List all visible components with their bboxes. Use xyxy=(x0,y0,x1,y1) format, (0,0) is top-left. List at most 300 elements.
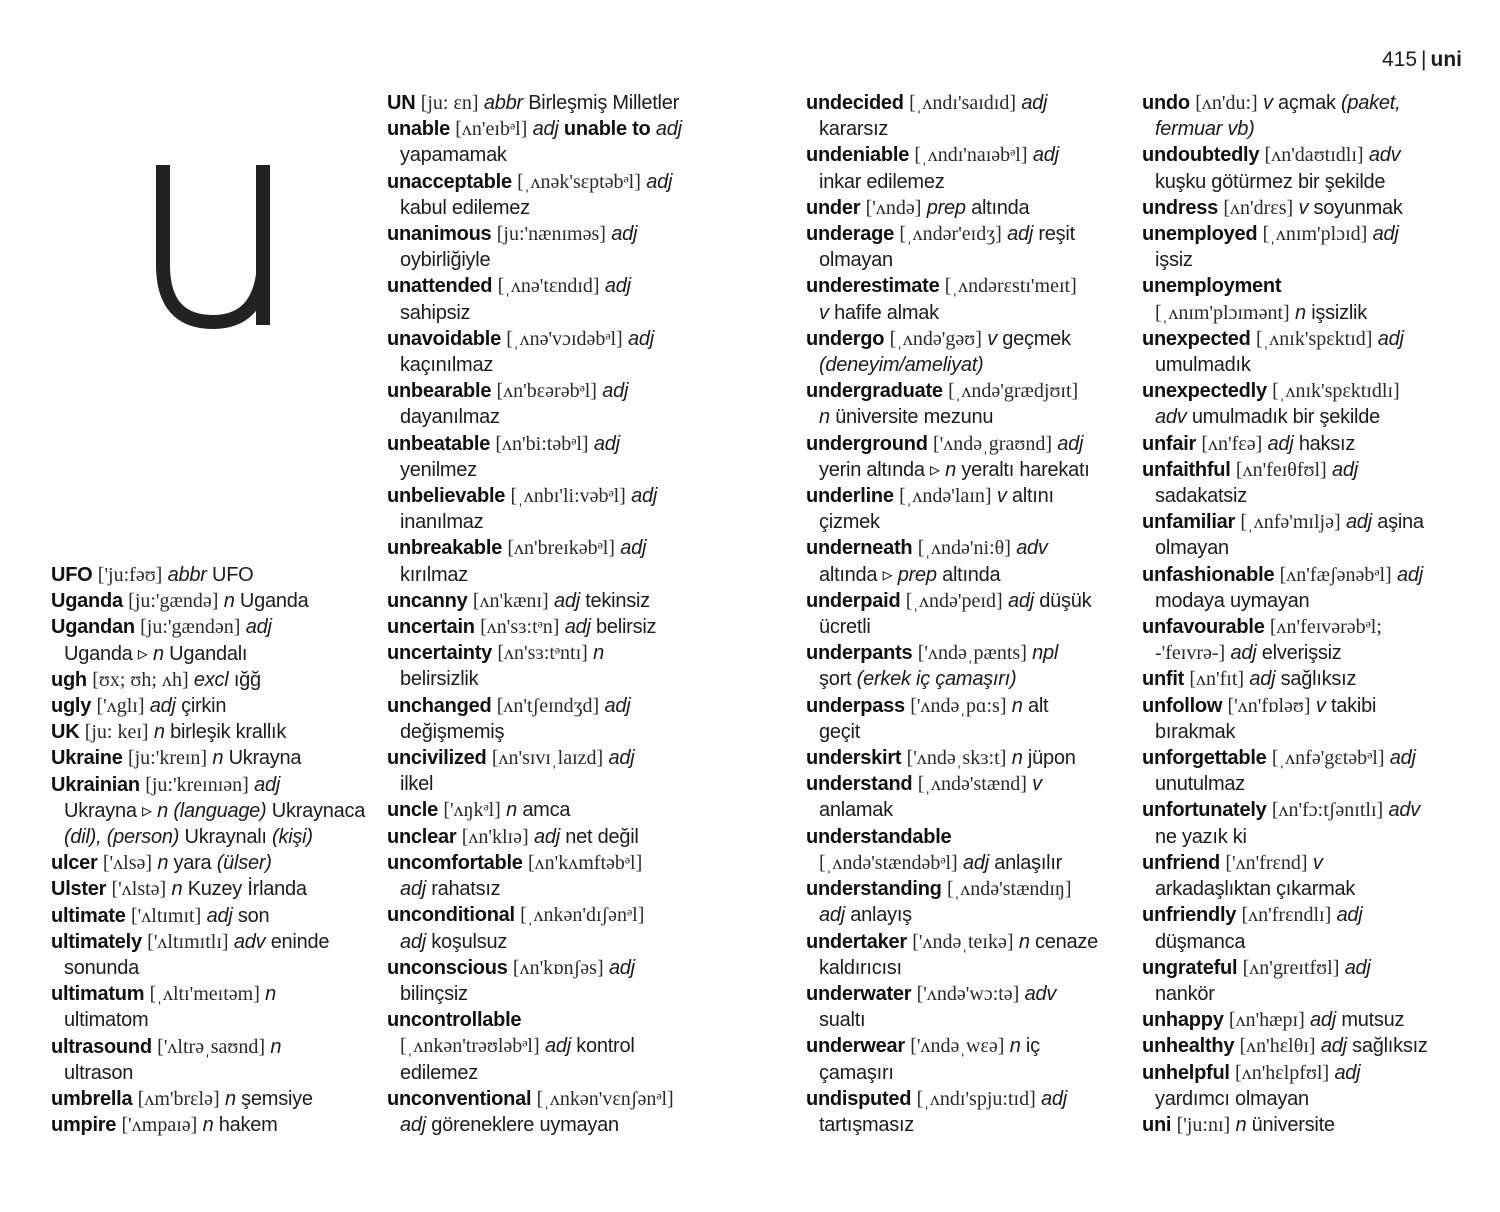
grammar-label: adj xyxy=(1007,589,1034,612)
translation: modaya uymayan xyxy=(1155,589,1310,612)
headword: UFO xyxy=(51,564,93,586)
translation: net değil xyxy=(565,825,639,848)
grammar-label: n xyxy=(593,642,605,665)
pronunciation: ['ʌndəˌpænts] xyxy=(917,642,1027,665)
translation: çizmek xyxy=(819,511,880,534)
headword: undertaker xyxy=(806,930,907,953)
grammar-label: n xyxy=(152,642,164,665)
dictionary-entry xyxy=(387,902,732,954)
dictionary-entry xyxy=(387,1086,732,1138)
dictionary-entry xyxy=(387,116,732,168)
translation: üniversite mezunu xyxy=(835,406,994,429)
grammar-label: (erkek iç çamaşırı) xyxy=(856,668,1017,691)
pronunciation: [ʌn'sɜ:tᵊn] xyxy=(480,616,560,639)
grammar-label: adj xyxy=(604,275,631,298)
dictionary-entry xyxy=(1142,745,1487,797)
dictionary-entry xyxy=(806,142,1151,194)
grammar-label: abbr xyxy=(483,92,523,114)
headword: UK xyxy=(51,721,80,744)
headword: under xyxy=(806,196,861,219)
translation: kararsız xyxy=(819,118,889,141)
dictionary-entry xyxy=(387,614,732,640)
dictionary-entry xyxy=(51,876,396,902)
dictionary-entry xyxy=(1142,562,1487,614)
headword: ultimate xyxy=(51,904,126,927)
subentry-arrow-icon: ▹ xyxy=(142,799,152,822)
translation: kuşku götürmez bir şekilde xyxy=(1155,170,1386,193)
translation: Ukrayna xyxy=(228,747,302,770)
headword: undoubtedly xyxy=(1142,144,1260,167)
grammar-label: adj xyxy=(400,878,426,901)
translation: elverişsiz xyxy=(1261,642,1342,665)
grammar-label: (ülser) xyxy=(216,852,272,875)
dictionary-entry xyxy=(1142,850,1487,902)
headword: ugh xyxy=(51,668,87,691)
pronunciation: [ˌʌnək'sɛptəbᵊl] xyxy=(517,170,641,193)
dictionary-entry xyxy=(51,719,396,745)
dictionary-entry xyxy=(387,221,732,273)
headword: unfamiliar xyxy=(1142,511,1236,534)
pronunciation: ['ʌltɪmɪt] xyxy=(131,904,202,927)
grammar-label: adj xyxy=(631,485,658,508)
headword: unclear xyxy=(387,825,457,848)
translation: ücretli xyxy=(819,616,871,639)
grammar-label: fermuar vb) xyxy=(1155,118,1255,141)
dictionary-entry xyxy=(1142,195,1487,221)
grammar-label: v xyxy=(996,485,1007,508)
pronunciation: [ʌn'greɪtfʊl] xyxy=(1242,956,1340,979)
dictionary-entry xyxy=(51,1112,396,1138)
translation: ığğ xyxy=(233,668,261,691)
dictionary-entry xyxy=(387,824,732,850)
headword: umbrella xyxy=(51,1088,133,1111)
headword: uncivilized xyxy=(387,747,487,770)
dictionary-entry xyxy=(1142,614,1487,666)
translation: açmak xyxy=(1278,92,1336,114)
translation: altında xyxy=(819,563,878,586)
headword: unhealthy xyxy=(1142,1035,1235,1058)
dictionary-entry xyxy=(806,326,1151,378)
dictionary-entry xyxy=(1142,142,1487,194)
grammar-label: adj xyxy=(1345,511,1372,534)
translation: altında xyxy=(942,563,1001,586)
dictionary-entry xyxy=(806,273,1151,325)
pronunciation: [ˌʌnbɪ'li:vəbᵊl] xyxy=(510,485,626,508)
pronunciation: ['ʌlstə] xyxy=(111,878,167,901)
pronunciation: [ˌʌnfə'gɛtəbᵊl] xyxy=(1271,747,1385,770)
translation: soyunmak xyxy=(1313,196,1403,219)
translation: yenilmez xyxy=(400,458,477,481)
grammar-label: n xyxy=(1235,1113,1247,1136)
pronunciation: [ʌn'fɛə] xyxy=(1201,432,1263,455)
translation: UFO xyxy=(212,564,254,586)
translation: ne yazık ki xyxy=(1155,825,1247,848)
grammar-label: n xyxy=(1009,1035,1021,1058)
translation: yara xyxy=(173,852,212,875)
headword: unable xyxy=(387,118,450,141)
grammar-label: adj xyxy=(1320,1035,1347,1058)
translation: Ukraynalı xyxy=(184,826,267,849)
headword: unacceptable xyxy=(387,170,512,193)
headword: ultrasound xyxy=(51,1035,152,1058)
grammar-label: adv xyxy=(1016,537,1048,560)
dictionary-entry xyxy=(387,955,732,1007)
translation: umulmadık xyxy=(1155,354,1251,377)
dictionary-entry xyxy=(387,1007,732,1086)
headword: underage xyxy=(806,223,895,246)
grammar-label: n xyxy=(224,1088,236,1111)
headword: undress xyxy=(1142,196,1219,219)
translation: bilinçsiz xyxy=(400,982,468,1005)
dictionary-entry xyxy=(806,1086,1151,1138)
grammar-label: adj xyxy=(149,695,176,718)
dictionary-entry xyxy=(1142,1033,1487,1059)
dictionary-entry xyxy=(1142,457,1487,509)
dictionary-entry xyxy=(806,378,1151,430)
translation: Uganda xyxy=(64,642,133,665)
pronunciation: [ʌn'sɪvɪˌlaɪzd] xyxy=(491,747,604,770)
pronunciation: ['ʌglɪ] xyxy=(96,695,145,718)
headword: understandable xyxy=(806,825,952,848)
pronunciation: [ˌʌndə'peɪd] xyxy=(905,589,1003,612)
grammar-label: adj xyxy=(1021,92,1048,114)
grammar-label: adj xyxy=(620,537,647,560)
translation: sağlıksız xyxy=(1280,668,1357,691)
dictionary-entry xyxy=(806,195,1151,221)
grammar-label: adj xyxy=(544,1035,571,1058)
dictionary-entry xyxy=(387,588,732,614)
dictionary-entry xyxy=(806,640,1151,692)
translation: tekinsiz xyxy=(585,589,650,612)
grammar-label: adv xyxy=(233,930,266,953)
headword: umpire xyxy=(51,1114,117,1137)
grammar-label: npl xyxy=(1032,642,1059,665)
headword: ungrateful xyxy=(1142,956,1238,979)
dictionary-entry xyxy=(51,850,396,876)
translation: geçmek xyxy=(1002,327,1071,350)
pronunciation: [ʌn'sɜ:tᵊntɪ] xyxy=(497,642,588,665)
translation: cenaze xyxy=(1035,930,1099,953)
grammar-label: adj xyxy=(608,747,635,770)
grammar-label: prep xyxy=(926,196,966,219)
dictionary-entry xyxy=(1142,326,1487,378)
translation: hafife almak xyxy=(834,301,939,324)
translation: Ukrayna xyxy=(64,799,137,822)
grammar-label: adj xyxy=(1230,642,1257,665)
pronunciation: [ʌn'daʊtɪdlɪ] xyxy=(1264,144,1364,167)
translation: göreneklere uymayan xyxy=(431,1113,619,1136)
grammar-label: v xyxy=(819,301,829,324)
dictionary-entry xyxy=(387,535,732,587)
pronunciation: [ʌn'hɛlpfʊl] xyxy=(1235,1061,1330,1084)
dictionary-column-2 xyxy=(387,90,732,1138)
translation: yapamamak xyxy=(400,144,507,167)
translation: umulmadık bir şekilde xyxy=(1191,406,1380,429)
headword: unfortunately xyxy=(1142,799,1267,822)
dictionary-entry xyxy=(51,772,396,851)
grammar-label: adj xyxy=(1249,668,1276,691)
headword: unhelpful xyxy=(1142,1061,1230,1084)
dictionary-entry xyxy=(51,981,396,1033)
pronunciation: [ʌn'frɛndlɪ] xyxy=(1241,904,1332,927)
pronunciation: [ʌn'tʃeɪndʒd] xyxy=(496,694,600,717)
dictionary-entry xyxy=(1142,509,1487,561)
grammar-label: n xyxy=(157,852,169,875)
dictionary-entry xyxy=(387,326,732,378)
headword: UN xyxy=(387,92,416,114)
grammar-label: adv xyxy=(1024,982,1057,1005)
grammar-label: n xyxy=(1018,930,1030,953)
translation: rahatsız xyxy=(431,878,501,901)
translation: arkadaşlıktan çıkarmak xyxy=(1155,878,1356,901)
dictionary-entry xyxy=(387,797,732,823)
headword: underpants xyxy=(806,642,913,665)
translation: ultrason xyxy=(64,1061,134,1084)
headword: unbreakable xyxy=(387,537,503,560)
grammar-label: prep xyxy=(897,563,937,586)
pronunciation: [ˌʌnkən'trəʊləbᵊl] xyxy=(400,1035,540,1058)
headword: understand xyxy=(806,773,913,796)
dictionary-entry xyxy=(806,483,1151,535)
headword: unfair xyxy=(1142,432,1197,455)
headword: unconscious xyxy=(387,956,508,979)
pronunciation: [ʌn'bɛərəbᵊl] xyxy=(496,380,597,403)
dictionary-entry xyxy=(806,535,1151,587)
dictionary-entry xyxy=(806,876,1151,928)
pronunciation: [ʌn'bi:təbᵊl] xyxy=(495,432,589,455)
grammar-label: n xyxy=(270,1035,282,1058)
pronunciation: ['ʌndə'wɔ:tə] xyxy=(916,982,1020,1005)
pronunciation: [ʌn'hɛlθɪ] xyxy=(1239,1035,1316,1058)
headword: uni xyxy=(1142,1113,1172,1136)
grammar-label: v xyxy=(1315,694,1326,717)
headword: unbearable xyxy=(387,380,492,403)
translation: Ugandalı xyxy=(169,642,248,665)
translation: birleşik krallık xyxy=(170,721,287,744)
headword: ulcer xyxy=(51,852,98,875)
pronunciation: ['ʌndəˌteɪkə] xyxy=(912,930,1014,953)
headword: unfriendly xyxy=(1142,904,1237,927)
dictionary-entry xyxy=(387,745,732,797)
grammar-label: adj xyxy=(593,432,620,455)
grammar-label: v xyxy=(1032,773,1042,796)
dictionary-entry xyxy=(806,824,1151,876)
pronunciation: [ˌʌndə'grædjʊɪt] xyxy=(948,380,1079,403)
pronunciation: ['ʌltrəˌsaʊnd] xyxy=(157,1035,266,1058)
grammar-label: adj xyxy=(1334,1061,1361,1084)
pronunciation: ['ʌn'frɛnd] xyxy=(1225,851,1308,874)
grammar-label: adj xyxy=(604,694,631,717)
pronunciation: [ʌn'kʌmftəbᵊl] xyxy=(527,851,643,874)
translation: kabul edilemez xyxy=(400,196,530,219)
dictionary-entry xyxy=(806,90,1151,142)
pronunciation: [ˌʌndə'gəʊ] xyxy=(889,327,982,350)
headword: unexpectedly xyxy=(1142,380,1267,403)
headword: unbeatable xyxy=(387,432,491,455)
pronunciation: [ju:'nænɪməs] xyxy=(496,223,606,246)
translation: tartışmasız xyxy=(819,1113,915,1136)
translation: düşmanca xyxy=(1155,930,1246,953)
pronunciation: [ˌʌndɪ'naɪəbᵊl] xyxy=(914,144,1028,167)
grammar-label: adj xyxy=(1057,432,1084,455)
translation: sahipsiz xyxy=(400,301,471,324)
pronunciation: [ʊx; ʊh; ʌh] xyxy=(92,668,189,691)
translation: reşit xyxy=(1038,223,1075,246)
headword: unemployment xyxy=(1142,275,1282,298)
headword: ultimately xyxy=(51,930,142,953)
grammar-label: adj xyxy=(1332,458,1358,481)
grammar-label: adj xyxy=(628,327,654,350)
translation: oybirliğiyle xyxy=(400,249,491,272)
translation: dayanılmaz xyxy=(400,406,500,429)
running-header xyxy=(1382,46,1462,74)
dictionary-entry xyxy=(806,693,1151,745)
grammar-label: adj xyxy=(1336,904,1363,927)
pronunciation: [ʌn'breɪkəbᵊl] xyxy=(507,537,615,560)
grammar-label: n xyxy=(1011,694,1023,717)
translation: Uganda xyxy=(239,590,309,613)
grammar-label: adj xyxy=(1041,1087,1067,1110)
grammar-label: v xyxy=(1262,92,1273,114)
grammar-label: adj xyxy=(400,930,426,953)
grammar-label: adj xyxy=(1389,747,1416,770)
grammar-label: adj xyxy=(533,825,560,848)
grammar-label: n xyxy=(212,747,224,770)
headword: unhappy xyxy=(1142,1009,1224,1032)
translation: sadakatsiz xyxy=(1155,485,1247,508)
translation: kaçınılmaz xyxy=(400,354,494,377)
pronunciation: [ˌʌnə'vɔɪdəbᵊl] xyxy=(506,327,623,350)
dictionary-entry xyxy=(1142,378,1487,430)
headword: unattended xyxy=(387,275,493,298)
pronunciation: ['ʌŋkᵊl] xyxy=(443,799,501,822)
translation: eninde xyxy=(270,930,330,953)
pronunciation: ['ʌndəˌskɜ:t] xyxy=(906,747,1007,770)
dictionary-entry xyxy=(1142,1060,1487,1112)
grammar-label: abbr xyxy=(167,564,207,586)
headword: undergraduate xyxy=(806,380,943,403)
guide-word: uni xyxy=(1430,48,1462,71)
translation: altını xyxy=(1011,485,1054,508)
dictionary-entry xyxy=(1142,431,1487,457)
translation: alt xyxy=(1027,694,1049,717)
translation: sağlıksız xyxy=(1352,1035,1428,1058)
grammar-label: v xyxy=(1312,851,1323,874)
dictionary-entry xyxy=(1142,666,1487,692)
translation: düşük xyxy=(1039,589,1092,612)
dictionary-entry xyxy=(1142,902,1487,954)
pronunciation: [ˌʌnɪk'spɛktɪdlɪ] xyxy=(1272,380,1400,403)
grammar-label: n xyxy=(265,983,277,1006)
dictionary-entry xyxy=(51,562,396,588)
translation: edilemez xyxy=(400,1061,479,1084)
section-letter-u xyxy=(140,150,280,340)
dictionary-entry xyxy=(387,169,732,221)
pronunciation: [ʌn'drɛs] xyxy=(1223,196,1294,219)
translation: işsiz xyxy=(1155,249,1193,272)
translation: sonunda xyxy=(64,957,139,980)
headword: Ugandan xyxy=(51,616,135,639)
headword: Ukrainian xyxy=(51,773,140,796)
headword: unfashionable xyxy=(1142,563,1275,586)
translation: değişmemiş xyxy=(400,720,505,743)
headword: unconditional xyxy=(387,904,515,927)
grammar-label: adj xyxy=(245,616,272,639)
pronunciation: ['ʌndəˌgraʊnd] xyxy=(933,432,1052,455)
translation: nankör xyxy=(1155,982,1215,1005)
headword: Ulster xyxy=(51,878,107,901)
grammar-label: excl xyxy=(193,668,229,691)
translation: koşulsuz xyxy=(431,930,508,953)
dictionary-entry xyxy=(51,693,396,719)
dictionary-entry xyxy=(387,850,732,902)
pronunciation: [ˌʌndə'stændəbᵊl] xyxy=(819,851,958,874)
headword: underpass xyxy=(806,694,905,717)
pronunciation: [ʌn'hæpɪ] xyxy=(1228,1009,1305,1032)
grammar-label: adj xyxy=(1372,223,1399,246)
grammar-label: n xyxy=(153,721,165,744)
headword: underestimate xyxy=(806,275,940,298)
headword: uncanny xyxy=(387,589,468,612)
dictionary-entry xyxy=(1142,693,1487,745)
page-number: 415 xyxy=(1381,48,1418,71)
grammar-label: adj xyxy=(655,118,682,141)
translation: Birleşmiş Milletler xyxy=(528,92,680,114)
translation: yardımcı olmayan xyxy=(1155,1087,1309,1110)
translation: geçit xyxy=(819,720,860,743)
dictionary-entry xyxy=(1142,797,1487,849)
pronunciation: [ʌn'feɪθfʊl] xyxy=(1235,458,1327,481)
dictionary-entry xyxy=(51,614,396,666)
grammar-label: adj xyxy=(254,773,281,796)
headword: Uganda xyxy=(51,590,123,613)
translation: jüpon xyxy=(1027,747,1076,770)
pronunciation: ['ʌn'fɒləʊ] xyxy=(1227,694,1311,717)
grammar-label: n xyxy=(506,799,517,822)
headword: uncomfortable xyxy=(387,851,523,874)
grammar-label: adv xyxy=(1368,144,1401,167)
headword: unfavourable xyxy=(1142,616,1265,639)
pronunciation: [ʌm'brɛlə] xyxy=(137,1088,220,1111)
translation: anlaşılır xyxy=(994,851,1063,874)
dictionary-entry xyxy=(387,693,732,745)
translation: olmayan xyxy=(819,249,893,272)
header-separator: | xyxy=(1421,48,1427,71)
grammar-label: (person) xyxy=(106,826,180,849)
headword: underskirt xyxy=(806,747,902,770)
translation: sualtı xyxy=(819,1009,866,1032)
translation: aşina xyxy=(1377,511,1424,534)
grammar-label: v xyxy=(1298,196,1309,219)
headword: underground xyxy=(806,432,928,455)
grammar-label: (paket, xyxy=(1341,92,1401,114)
grammar-label: adj xyxy=(819,904,845,927)
grammar-label: adj xyxy=(1377,327,1404,350)
grammar-label: adj xyxy=(532,118,559,141)
grammar-label: adj xyxy=(553,589,580,612)
headword: unavoidable xyxy=(387,327,501,350)
pronunciation: ['ʌmpaɪə] xyxy=(121,1114,198,1137)
grammar-label: (kişi) xyxy=(272,826,313,849)
headword: ugly xyxy=(51,695,92,718)
dictionary-entry xyxy=(51,903,396,929)
dictionary-entry xyxy=(806,588,1151,640)
grammar-label: v xyxy=(987,327,997,350)
subentry-arrow-icon: ▹ xyxy=(930,458,940,481)
pronunciation: [ˌʌnə'tɛndɪd] xyxy=(497,275,600,298)
translation: amca xyxy=(522,799,571,822)
pronunciation: [ʌn'fɔ:tʃənɪtlɪ] xyxy=(1271,799,1384,822)
